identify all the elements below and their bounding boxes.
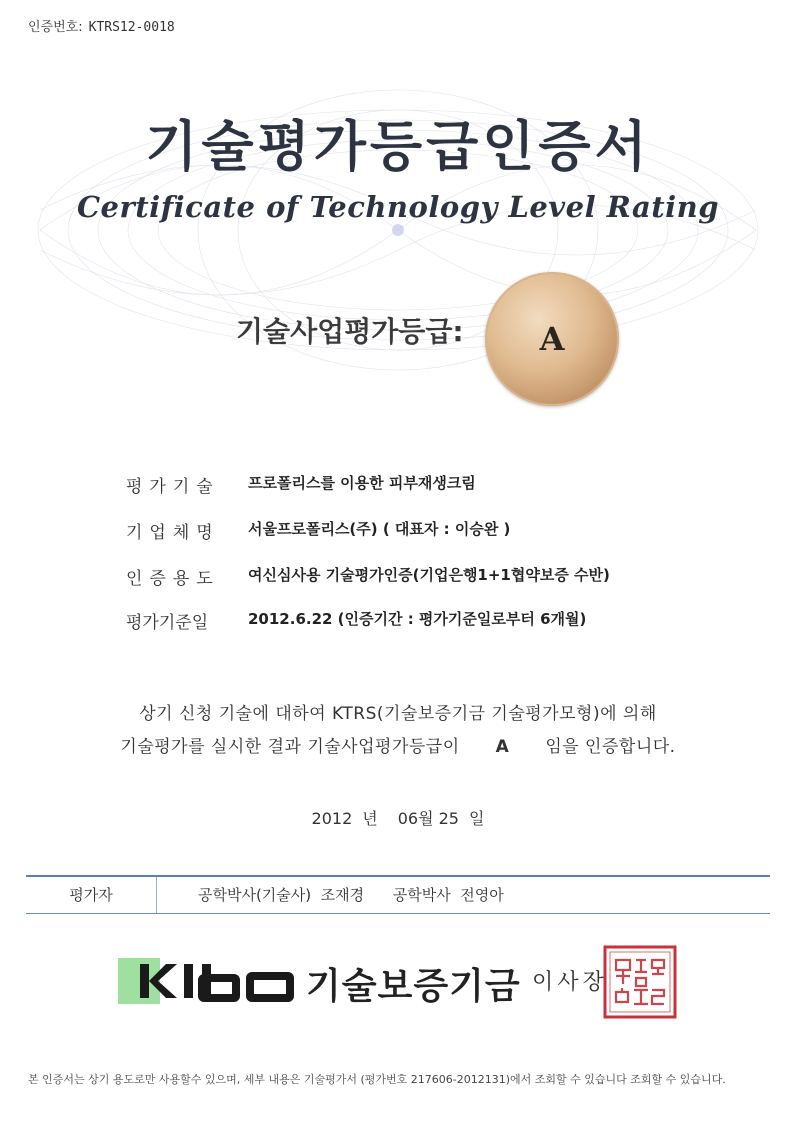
statement-grade: A [495,737,510,757]
issue-date [0,806,796,829]
kibo-logo [118,958,298,1004]
info-value: 서울프로폴리스(주) ( 대표자 : 이승완 ) [248,520,511,538]
info-label: 인증용도 [126,569,220,589]
date-year: 2012 [311,809,353,828]
info-value: 프로폴리스를 이용한 피부재생크림 [248,474,476,492]
evaluator-names: 공학박사(기술사) 조재경 공학박사 전영아 [198,886,504,904]
grade-label: 기술사업평가등급: [236,315,464,348]
issuer-title: 이사장 [532,970,608,995]
info-value: 여신심사용 기술평가인증(기업은행1+1협약보증 수반) [248,566,610,584]
statement-line-2 [0,730,796,764]
certificate-number-label: 인증번호: [28,20,83,35]
title-korean: 기술평가등급인증서 [145,115,651,178]
statement-text: 기술평가를 실시한 결과 기술사업평가등급이 [120,737,460,757]
statement-line-1: 상기 신청 기술에 대하여 KTRS(기술보증기금 기술평가모형)에 의해 [139,704,657,724]
info-value: 2012.6.22 (인증기간 : 평가기준일로부터 6개월) [248,610,587,628]
official-seal-stamp [602,944,678,1020]
info-label: 평가기준일 [126,613,209,633]
evaluator-box [26,875,770,914]
date-year-unit: 년 [362,809,378,828]
issuer-name: 기술보증기금 [306,966,521,1007]
grade-seal [485,272,619,406]
date-month-day: 06월 25 [397,809,459,828]
statement-text: 임을 인증합니다. [545,737,676,757]
footnote: 본 인증서는 상기 용도로만 사용할수 있으며, 세부 내용은 기술평가서 (평가번호 217606-2012131)에서 조회할 수 있습니다 조회할 수 있습니다. [28,1073,726,1086]
evaluator-label: 평가자 [26,877,157,913]
certificate-number [28,16,175,35]
info-label: 평가기술 [126,477,220,497]
grade-value: A [539,320,565,358]
info-label: 기업체명 [126,523,220,543]
certificate-number-value: KTRS12-0018 [88,20,175,35]
title-english: Certificate of Technology Level Rating [76,190,720,224]
date-day-unit: 일 [468,809,485,828]
